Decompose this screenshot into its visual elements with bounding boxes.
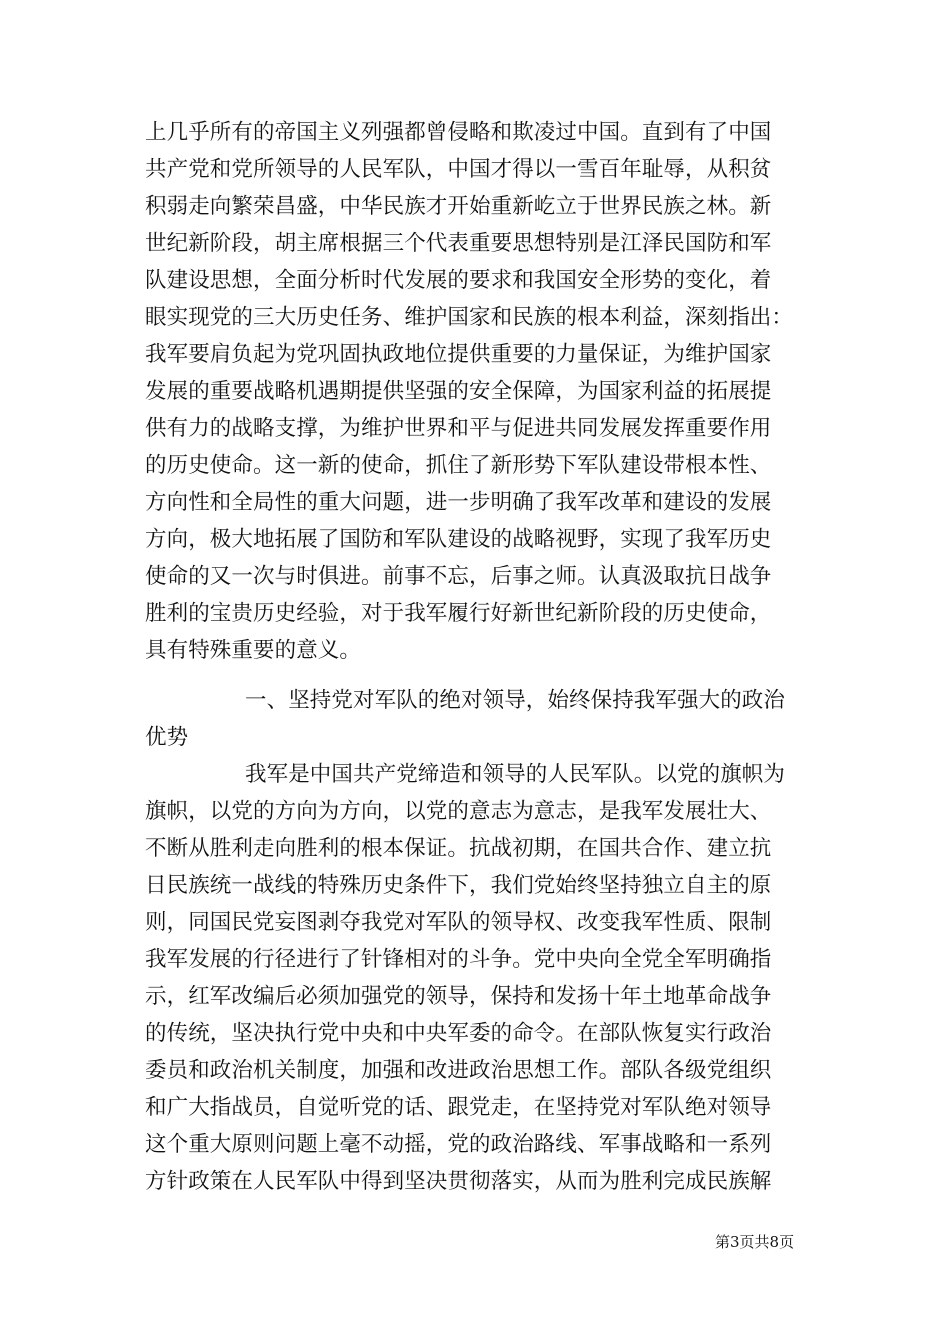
- text-line: 供有力的战略支撑，为维护世界和平与促进共同发展发挥重要作用: [145, 416, 772, 441]
- text-line: 上几乎所有的帝国主义列强都曾侵略和欺凌过中国。直到有了中国: [145, 120, 772, 145]
- text-line: 使命的又一次与时俱进。前事不忘，后事之师。认真汲取抗日战争: [145, 564, 772, 589]
- text-line: 则，同国民党妄图剥夺我党对军队的领导权、改变我军性质、限制: [145, 910, 772, 935]
- text-line: 方向，极大地拓展了国防和军队建设的战略视野，实现了我军历史: [145, 527, 772, 552]
- text-line: 眼实现党的三大历史任务、维护国家和民族的根本利益，深刻指出：: [145, 305, 794, 330]
- text-line: 不断从胜利走向胜利的根本保证。抗战初期，在国共合作、建立抗: [145, 836, 772, 861]
- text-line: 委员和政治机关制度，加强和改进政治思想工作。部队各级党组织: [145, 1058, 772, 1083]
- text-line: 示，红军改编后必须加强党的领导，保持和发扬十年土地革命战争: [145, 984, 772, 1009]
- text-line: 队建设思想，全面分析时代发展的要求和我国安全形势的变化，着: [145, 268, 772, 293]
- text-line: 和广大指战员，自觉听党的话、跟党走，在坚持党对军队绝对领导: [145, 1095, 772, 1120]
- text-line: 方针政策在人民军队中得到坚决贯彻落实，从而为胜利完成民族解: [145, 1169, 772, 1194]
- text-line: 的传统，坚决执行党中央和中央军委的命令。在部队恢复实行政治: [145, 1021, 772, 1046]
- heading-line: 一、坚持党对军队的绝对领导，始终保持我军强大的政治: [245, 688, 786, 713]
- page-number: 第3页共8页: [715, 1233, 795, 1251]
- text-line: 具有特殊重要的意义。: [145, 638, 362, 663]
- text-line: 积弱走向繁荣昌盛，中华民族才开始重新屹立于世界民族之林。新: [145, 194, 772, 219]
- text-line: 我军发展的行径进行了针锋相对的斗争。党中央向全党全军明确指: [145, 947, 772, 972]
- text-line: 世纪新阶段，胡主席根据三个代表重要思想特别是江泽民国防和军: [145, 231, 772, 256]
- heading-line: 优势: [145, 725, 189, 750]
- text-line: 的历史使命。这一新的使命，抓住了新形势下军队建设带根本性、: [145, 453, 772, 478]
- paragraph-2: [145, 756, 825, 1200]
- text-line: 发展的重要战略机遇期提供坚强的安全保障，为国家利益的拓展提: [145, 379, 772, 404]
- text-line: 我军要肩负起为党巩固执政地位提供重要的力量保证，为维护国家: [145, 342, 772, 367]
- text-line: 旗帜，以党的方向为方向，以党的意志为意志，是我军发展壮大、: [145, 799, 772, 824]
- text-line: 方向性和全局性的重大问题，进一步明确了我军改革和建设的发展: [145, 490, 772, 515]
- text-line: 我军是中国共产党缔造和领导的人民军队。以党的旗帜为: [245, 762, 786, 787]
- paragraph-1: [145, 114, 825, 669]
- text-line: 胜利的宝贵历史经验，对于我军履行好新世纪新阶段的历史使命，: [145, 601, 772, 626]
- text-line: 日民族统一战线的特殊历史条件下，我们党始终坚持独立自主的原: [145, 873, 772, 898]
- section-heading: [145, 682, 825, 756]
- text-line: 共产党和党所领导的人民军队，中国才得以一雪百年耻辱，从积贫: [145, 157, 772, 182]
- text-line: 这个重大原则问题上毫不动摇，党的政治路线、军事战略和一系列: [145, 1132, 772, 1157]
